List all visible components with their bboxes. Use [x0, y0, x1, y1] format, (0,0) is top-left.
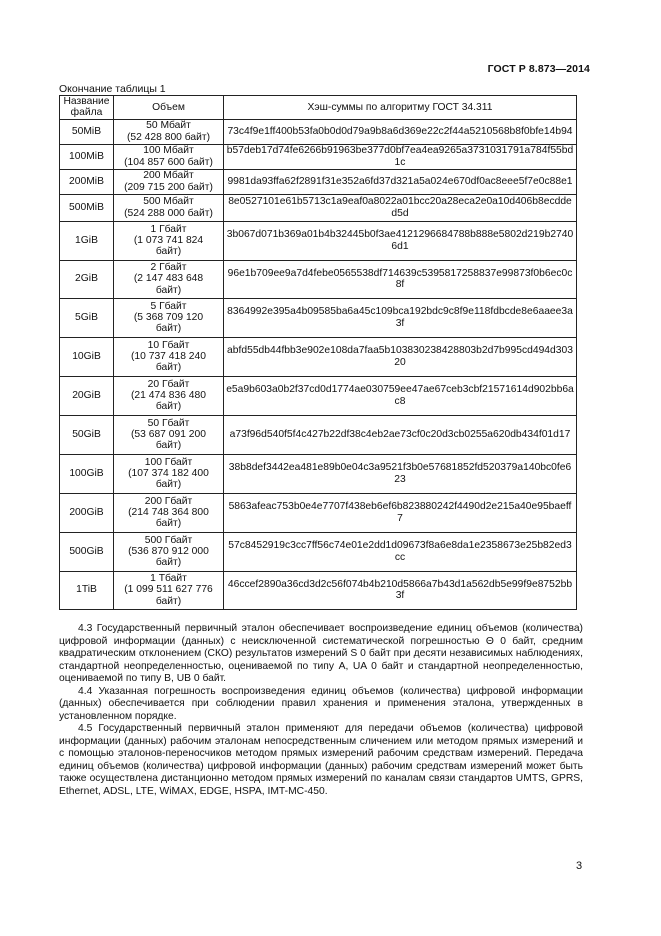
volume-cell: 1 Тбайт (1 099 511 627 776 байт)	[114, 571, 224, 609]
hash-cell: 96e1b709ee9a7d4febe0565538df714639c5395817258837e99873f0b6ec0c8f	[224, 260, 577, 298]
file-name-cell: 100GiB	[60, 454, 114, 493]
hash-cell: 46ccef2890a36cd3d2c56f074b4b210d5866a7b43d1a562db5e99f9e8752bb3f	[224, 571, 577, 609]
hash-table	[59, 95, 577, 610]
table-row	[60, 571, 577, 609]
table-caption: Окончание таблицы 1	[59, 83, 166, 95]
column-header-volume: Объем	[114, 96, 224, 120]
volume-cell: 10 Гбайт (10 737 418 240 байт)	[114, 337, 224, 376]
table-row	[60, 144, 577, 169]
volume-cell: 100 Мбайт (104 857 600 байт)	[114, 144, 224, 169]
hash-cell: 38b8def3442ea481e89b0e04c3a9521f3b0e57681852fd520379a140bc0fe623	[224, 454, 577, 493]
volume-cell: 500 Мбайт (524 288 000 байт)	[114, 194, 224, 221]
table-row	[60, 532, 577, 571]
hash-cell: 5863afeac753b0e4e7707f438eb6ef6b823880242f4490d2e215a40e95baeff7	[224, 493, 577, 532]
hash-cell: 57c8452919c3cc7ff56c74e01e2dd1d09673f8a6e8da1e2358673e25b82ed3cc	[224, 532, 577, 571]
hash-cell: 9981da93ffa62f2891f31e352a6fd37d321a5a024e670df0ac8eee5f7e0c88e1	[224, 169, 577, 194]
table-row	[60, 298, 577, 337]
file-name-cell: 200GiB	[60, 493, 114, 532]
volume-cell: 5 Гбайт (5 368 709 120 байт)	[114, 298, 224, 337]
table-row	[60, 119, 577, 144]
column-header-hash: Хэш-суммы по алгоритму ГОСТ 34.311	[224, 96, 577, 120]
body-text	[59, 623, 583, 798]
table-row	[60, 221, 577, 260]
table-row	[60, 169, 577, 194]
volume-cell: 20 Гбайт (21 474 836 480 байт)	[114, 376, 224, 415]
table-row	[60, 337, 577, 376]
paragraph-4-4: 4.4 Указанная погрешность воспроизведения единиц объемов (количества) цифровой информации (данных) обеспечивается при соблюдении правил хранения и применения эталона, утвержденных в установленном порядке.	[59, 685, 583, 722]
file-name-cell: 1TiB	[60, 571, 114, 609]
hash-cell: abfd55db44fbb3e902e108da7faa5b103830238428803b2d7b995cd494d30320	[224, 337, 577, 376]
hash-cell: a73f96d540f5f4c427b22df38c4eb2ae73cf0c20d3cb0255a620db434f01d17	[224, 415, 577, 454]
volume-cell: 100 Гбайт (107 374 182 400 байт)	[114, 454, 224, 493]
table-row	[60, 493, 577, 532]
hash-cell: b57deb17d74fe6266b91963be377d0bf7ea4ea9265a3731031791a784f55bd1c	[224, 144, 577, 169]
file-name-cell: 1GiB	[60, 221, 114, 260]
table-row	[60, 376, 577, 415]
file-name-cell: 2GiB	[60, 260, 114, 298]
table-row	[60, 454, 577, 493]
volume-cell: 200 Мбайт (209 715 200 байт)	[114, 169, 224, 194]
table-row	[60, 260, 577, 298]
hash-cell: 3b067d071b369a01b4b32445b0f3ae4121296684788b888e5802d219b27406d1	[224, 221, 577, 260]
volume-cell: 500 Гбайт (536 870 912 000 байт)	[114, 532, 224, 571]
hash-cell: e5a9b603a0b2f37cd0d1774ae030759ee47ae67ceb3cbf21571614d902bb6ac8	[224, 376, 577, 415]
volume-cell: 200 Гбайт (214 748 364 800 байт)	[114, 493, 224, 532]
paragraph-4-3: 4.3 Государственный первичный эталон обеспечивает воспроизведение единиц объемов (количества) цифровой информации (данных) с неисключенной систематической погрешностью Θ 0 байт, средним квадратическим отклонением (СКО) результатов измерений S 0 байт при десяти независимых наблюдениях, стандартной неопределенностью, оцениваемой по типу А, UA 0 байт и стандартной неопределенностью, оцениваемой по типу В, UB 0 байт.	[59, 623, 583, 684]
paragraph-4-5: 4.5 Государственный первичный эталон применяют для передачи объемов (количества) цифровой информации (данных) рабочим эталонам непосредственным сличением или методом прямых измерений и с помощью эталонов-переносчиков методом прямых измерений рабочим средствам измерений. Передача единиц объемов (количества) цифровой информации (данных) рабочим средствам измерений может быть также осуществлена дистанционно методом прямых измерений по каналам связи стандартов UMTS, GPRS, Ethernet, ADSL, LTE, WiMAX, EDGE, HSPA, IMT-MC-450.	[59, 723, 583, 797]
document-code: ГОСТ Р 8.873—2014	[487, 63, 590, 75]
file-name-cell: 5GiB	[60, 298, 114, 337]
file-name-cell: 500GiB	[60, 532, 114, 571]
file-name-cell: 50MiB	[60, 119, 114, 144]
column-header-file-name: Название файла	[60, 96, 114, 120]
hash-cell: 73c4f9e1ff400b53fa0b0d0d79a9b8a6d369e22c2f44a5210568b8f0bfe14b94	[224, 119, 577, 144]
table-row	[60, 194, 577, 221]
file-name-cell: 50GiB	[60, 415, 114, 454]
hash-cell: 8e0527101e61b5713c1a9eaf0a8022a01bcc20a28eca2e0a10d406b8ecdded5d	[224, 194, 577, 221]
volume-cell: 50 Мбайт (52 428 800 байт)	[114, 119, 224, 144]
file-name-cell: 100MiB	[60, 144, 114, 169]
file-name-cell: 200MiB	[60, 169, 114, 194]
volume-cell: 1 Гбайт (1 073 741 824 байт)	[114, 221, 224, 260]
hash-cell: 8364992e395a4b09585ba6a45c109bca192bdc9c8f9e118fdbcde8e6aaee3a3f	[224, 298, 577, 337]
volume-cell: 2 Гбайт (2 147 483 648 байт)	[114, 260, 224, 298]
table-row	[60, 415, 577, 454]
file-name-cell: 20GiB	[60, 376, 114, 415]
file-name-cell: 500MiB	[60, 194, 114, 221]
volume-cell: 50 Гбайт (53 687 091 200 байт)	[114, 415, 224, 454]
file-name-cell: 10GiB	[60, 337, 114, 376]
page-number: 3	[576, 860, 583, 872]
table-header-row	[60, 96, 577, 120]
